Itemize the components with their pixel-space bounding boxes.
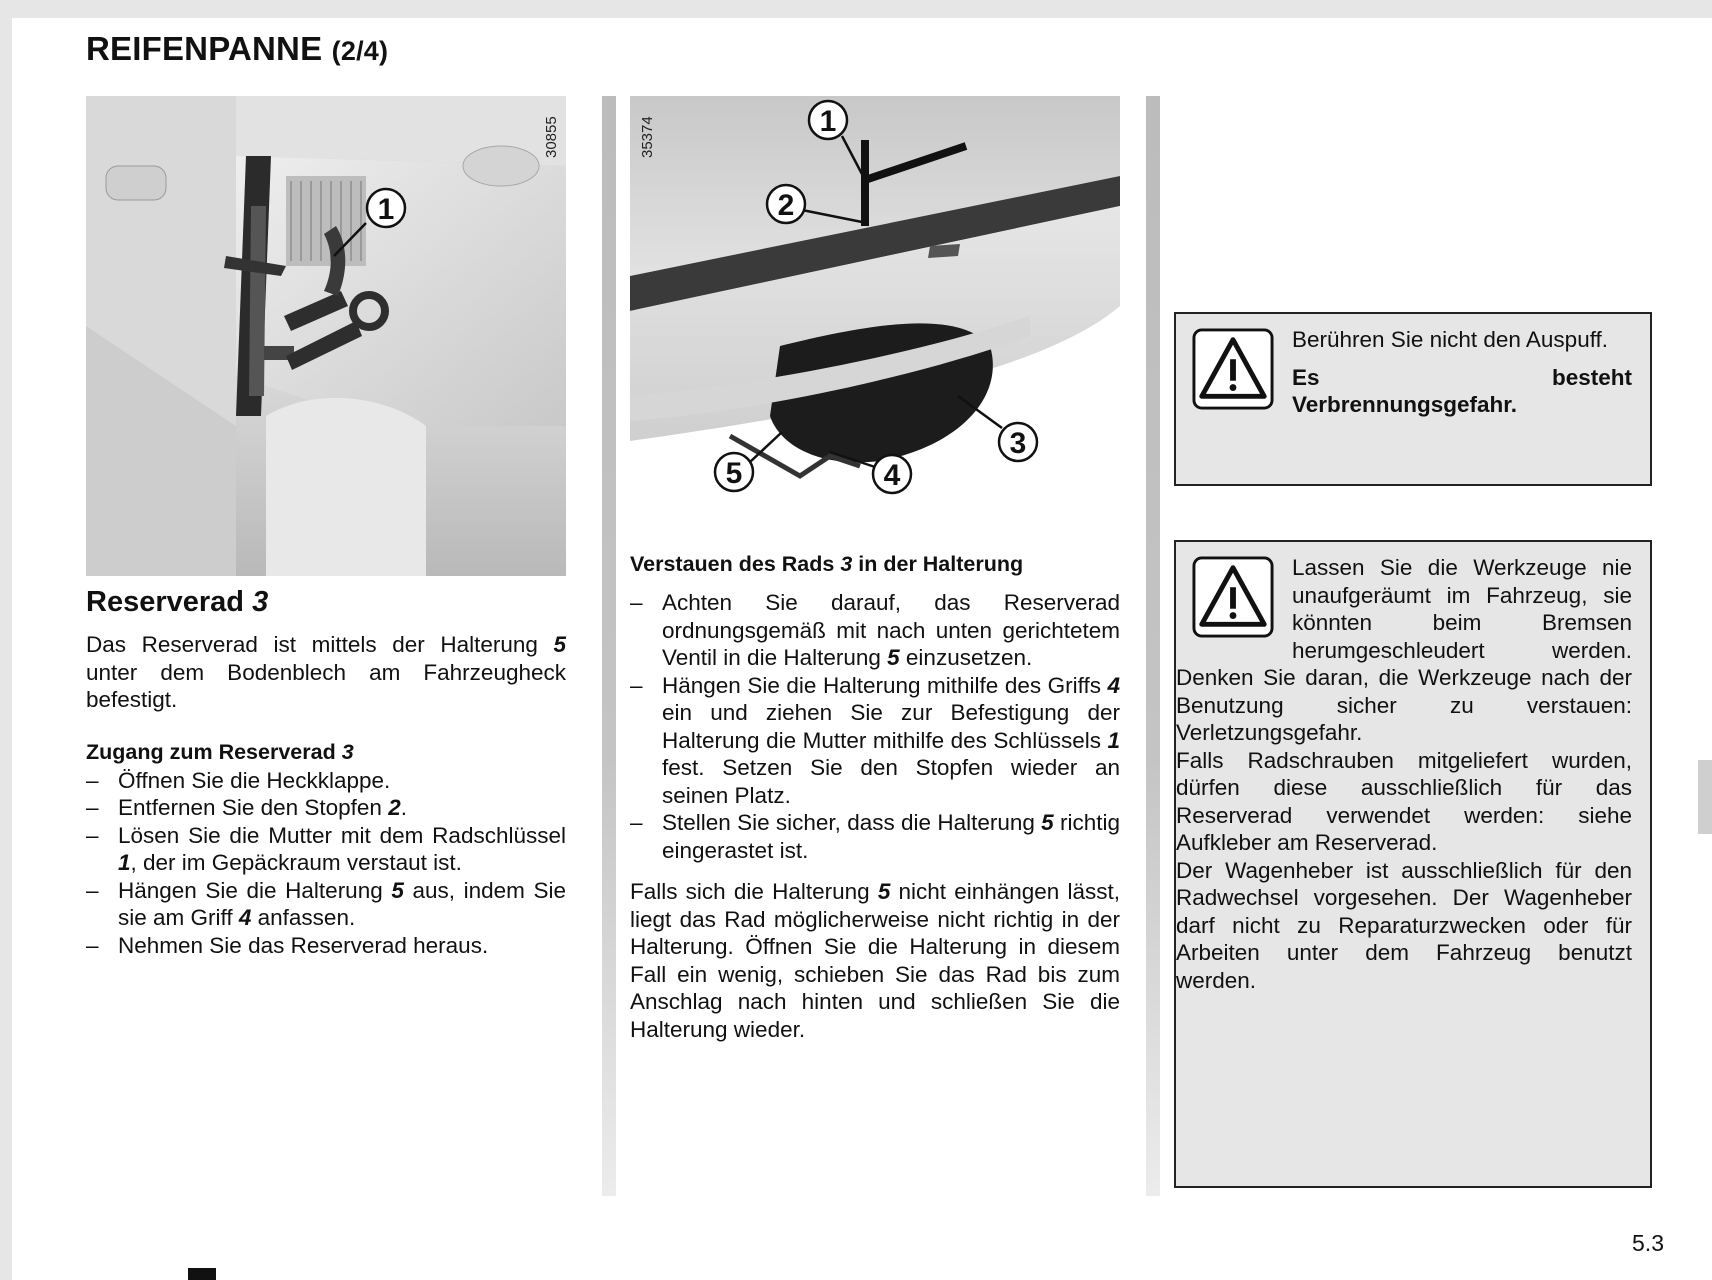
step-text: Entfernen Sie den Stopfen: [118, 795, 389, 820]
note-text-2: nicht einhängen lässt, liegt das Rad möglicherweise nicht richtig in der Halterung. Öffnen Sie die Halterung in diesem Fall ein wenig, schieben Sie das Rad bis zum Anschlag nach hinten und schließen Sie die Halterung wieder.: [630, 879, 1121, 1042]
stowing-steps: [630, 589, 1120, 864]
stowing-heading: [630, 552, 1120, 577]
access-heading-number: 3: [341, 739, 354, 764]
warning-paragraph: Der Wagenheber ist ausschließlich für den Radwechsel vorgesehen. Der Wagenheber darf nicht zu Reparaturzwecken oder für Arbeiten unter dem Fahrzeug benutzt werden.: [1176, 857, 1632, 993]
middle-column: [630, 96, 1120, 1043]
column-divider: [1146, 96, 1160, 1196]
warning-box-exhaust: [1174, 312, 1652, 486]
page-number: 5.3: [1632, 1230, 1664, 1256]
callout-number: 1: [377, 193, 395, 226]
section-heading: [86, 586, 566, 619]
page-title: [86, 30, 388, 68]
list-item: [630, 809, 1120, 864]
step-text: ein und ziehen Sie zur Befestigung der Halterung die Mutter mithilfe des Schlüssels: [662, 700, 1120, 753]
step-text: aus, indem Sie sie am Griff: [118, 877, 566, 930]
step-ref: 4: [238, 905, 252, 930]
intro-text-1: Das Reserverad ist mittels der Halterung: [86, 632, 554, 657]
step-text: , der im Gepäckraum verstaut ist.: [130, 850, 462, 875]
step-text: Hängen Sie die Halterung mithilfe des Griffs: [662, 672, 1108, 698]
stowing-heading-text: Verstauen des Rads: [630, 552, 841, 576]
figure-number: 35374: [639, 116, 656, 158]
heading-number: 3: [252, 586, 269, 618]
step-text: Öffnen Sie die Heckklappe.: [118, 767, 391, 793]
warning-paragraph: Falls Radschrauben mitgeliefert wurden, dürfen diese ausschließlich für das Reserverad verwendet werden: siehe Aufkleber am Reserverad.: [1176, 747, 1632, 855]
list-item: [86, 877, 566, 932]
warning-message: Berühren Sie nicht den Auspuff.: [1292, 327, 1609, 352]
callout-number: 3: [1009, 427, 1027, 460]
list-item: [86, 822, 566, 877]
figure-number: 30855: [543, 116, 560, 158]
spare-wheel-figure: [630, 96, 1120, 526]
spare-tool-illustration: [86, 96, 566, 576]
step-ref: 5: [1041, 810, 1054, 835]
access-heading: [86, 740, 566, 765]
step-text: anfassen.: [251, 905, 356, 930]
step-text: .: [400, 795, 407, 820]
list-item: [86, 794, 566, 822]
step-ref: 2: [388, 795, 401, 820]
print-mark: [188, 1268, 216, 1280]
step-text: Hängen Sie die Halterung: [118, 877, 392, 903]
callout-number: 1: [819, 105, 837, 138]
note-ref: 5: [877, 879, 891, 904]
callout-number: 5: [725, 457, 743, 490]
note-text-1: Falls sich die Halterung: [630, 879, 878, 904]
access-steps: [86, 767, 566, 960]
warning-triangle-icon: [1192, 328, 1274, 410]
chapter-tab: [1698, 760, 1712, 834]
tool-storage-figure: [86, 96, 566, 576]
step-text: fest. Setzen Sie den Stopfen wieder an seinen Platz.: [662, 755, 1120, 808]
step-text: Stellen Sie sicher, dass die Halterung: [662, 810, 1042, 835]
note-paragraph: [630, 878, 1120, 1043]
intro-paragraph: [86, 631, 566, 714]
intro-text-2: unter dem Bodenblech am Fahrzeugheck befestigt.: [86, 659, 566, 712]
step-ref: 1: [1107, 727, 1120, 753]
step-ref: 1: [118, 850, 131, 875]
left-column: [86, 96, 566, 959]
step-text: Achten Sie darauf, das Reserverad ordnungsgemäß mit nach unten gerichtetem Ventil in die Halterung: [662, 590, 1120, 670]
warning-box-tools: [1174, 540, 1652, 1188]
intro-ref: 5: [553, 632, 566, 657]
spare-wheel-illustration: [630, 96, 1120, 526]
heading-text: Reserverad: [86, 586, 244, 618]
list-item: [86, 932, 566, 960]
access-heading-text: Zugang zum Reserverad: [86, 739, 336, 764]
stowing-heading-text: in der Halterung: [852, 552, 1024, 576]
list-item: [630, 672, 1120, 810]
step-text: Lösen Sie die Mutter mit dem Radschlüssel: [118, 822, 566, 848]
warning-paragraph: Lassen Sie die Werkzeuge nie unaufgeräumt im Fahrzeug, sie könnten beim Bremsen herumgeschleudert werden. Denken Sie daran, die Werkzeuge nach der Benutzung sicher zu verstauen: Verletzungsgefahr.: [1176, 555, 1632, 745]
warning-triangle-icon: [1192, 556, 1274, 638]
step-text: Nehmen Sie das Reserverad heraus.: [118, 932, 489, 958]
callout-number: 4: [883, 459, 901, 492]
step-text: richtig eingerastet ist.: [662, 810, 1120, 863]
callout-number: 2: [777, 189, 795, 222]
stowing-heading-number: 3: [840, 552, 853, 576]
title-part: (2/4): [331, 36, 389, 66]
title-text: REIFENPANNE: [86, 30, 323, 67]
column-divider: [602, 96, 616, 1196]
warning-emphasis: Es besteht Verbrennungsgefahr.: [1292, 364, 1632, 417]
list-item: [630, 589, 1120, 672]
step-ref: 5: [887, 645, 900, 670]
step-text: einzusetzen.: [899, 645, 1033, 670]
list-item: [86, 767, 566, 795]
step-ref: 4: [1107, 672, 1120, 698]
step-ref: 5: [391, 877, 404, 903]
